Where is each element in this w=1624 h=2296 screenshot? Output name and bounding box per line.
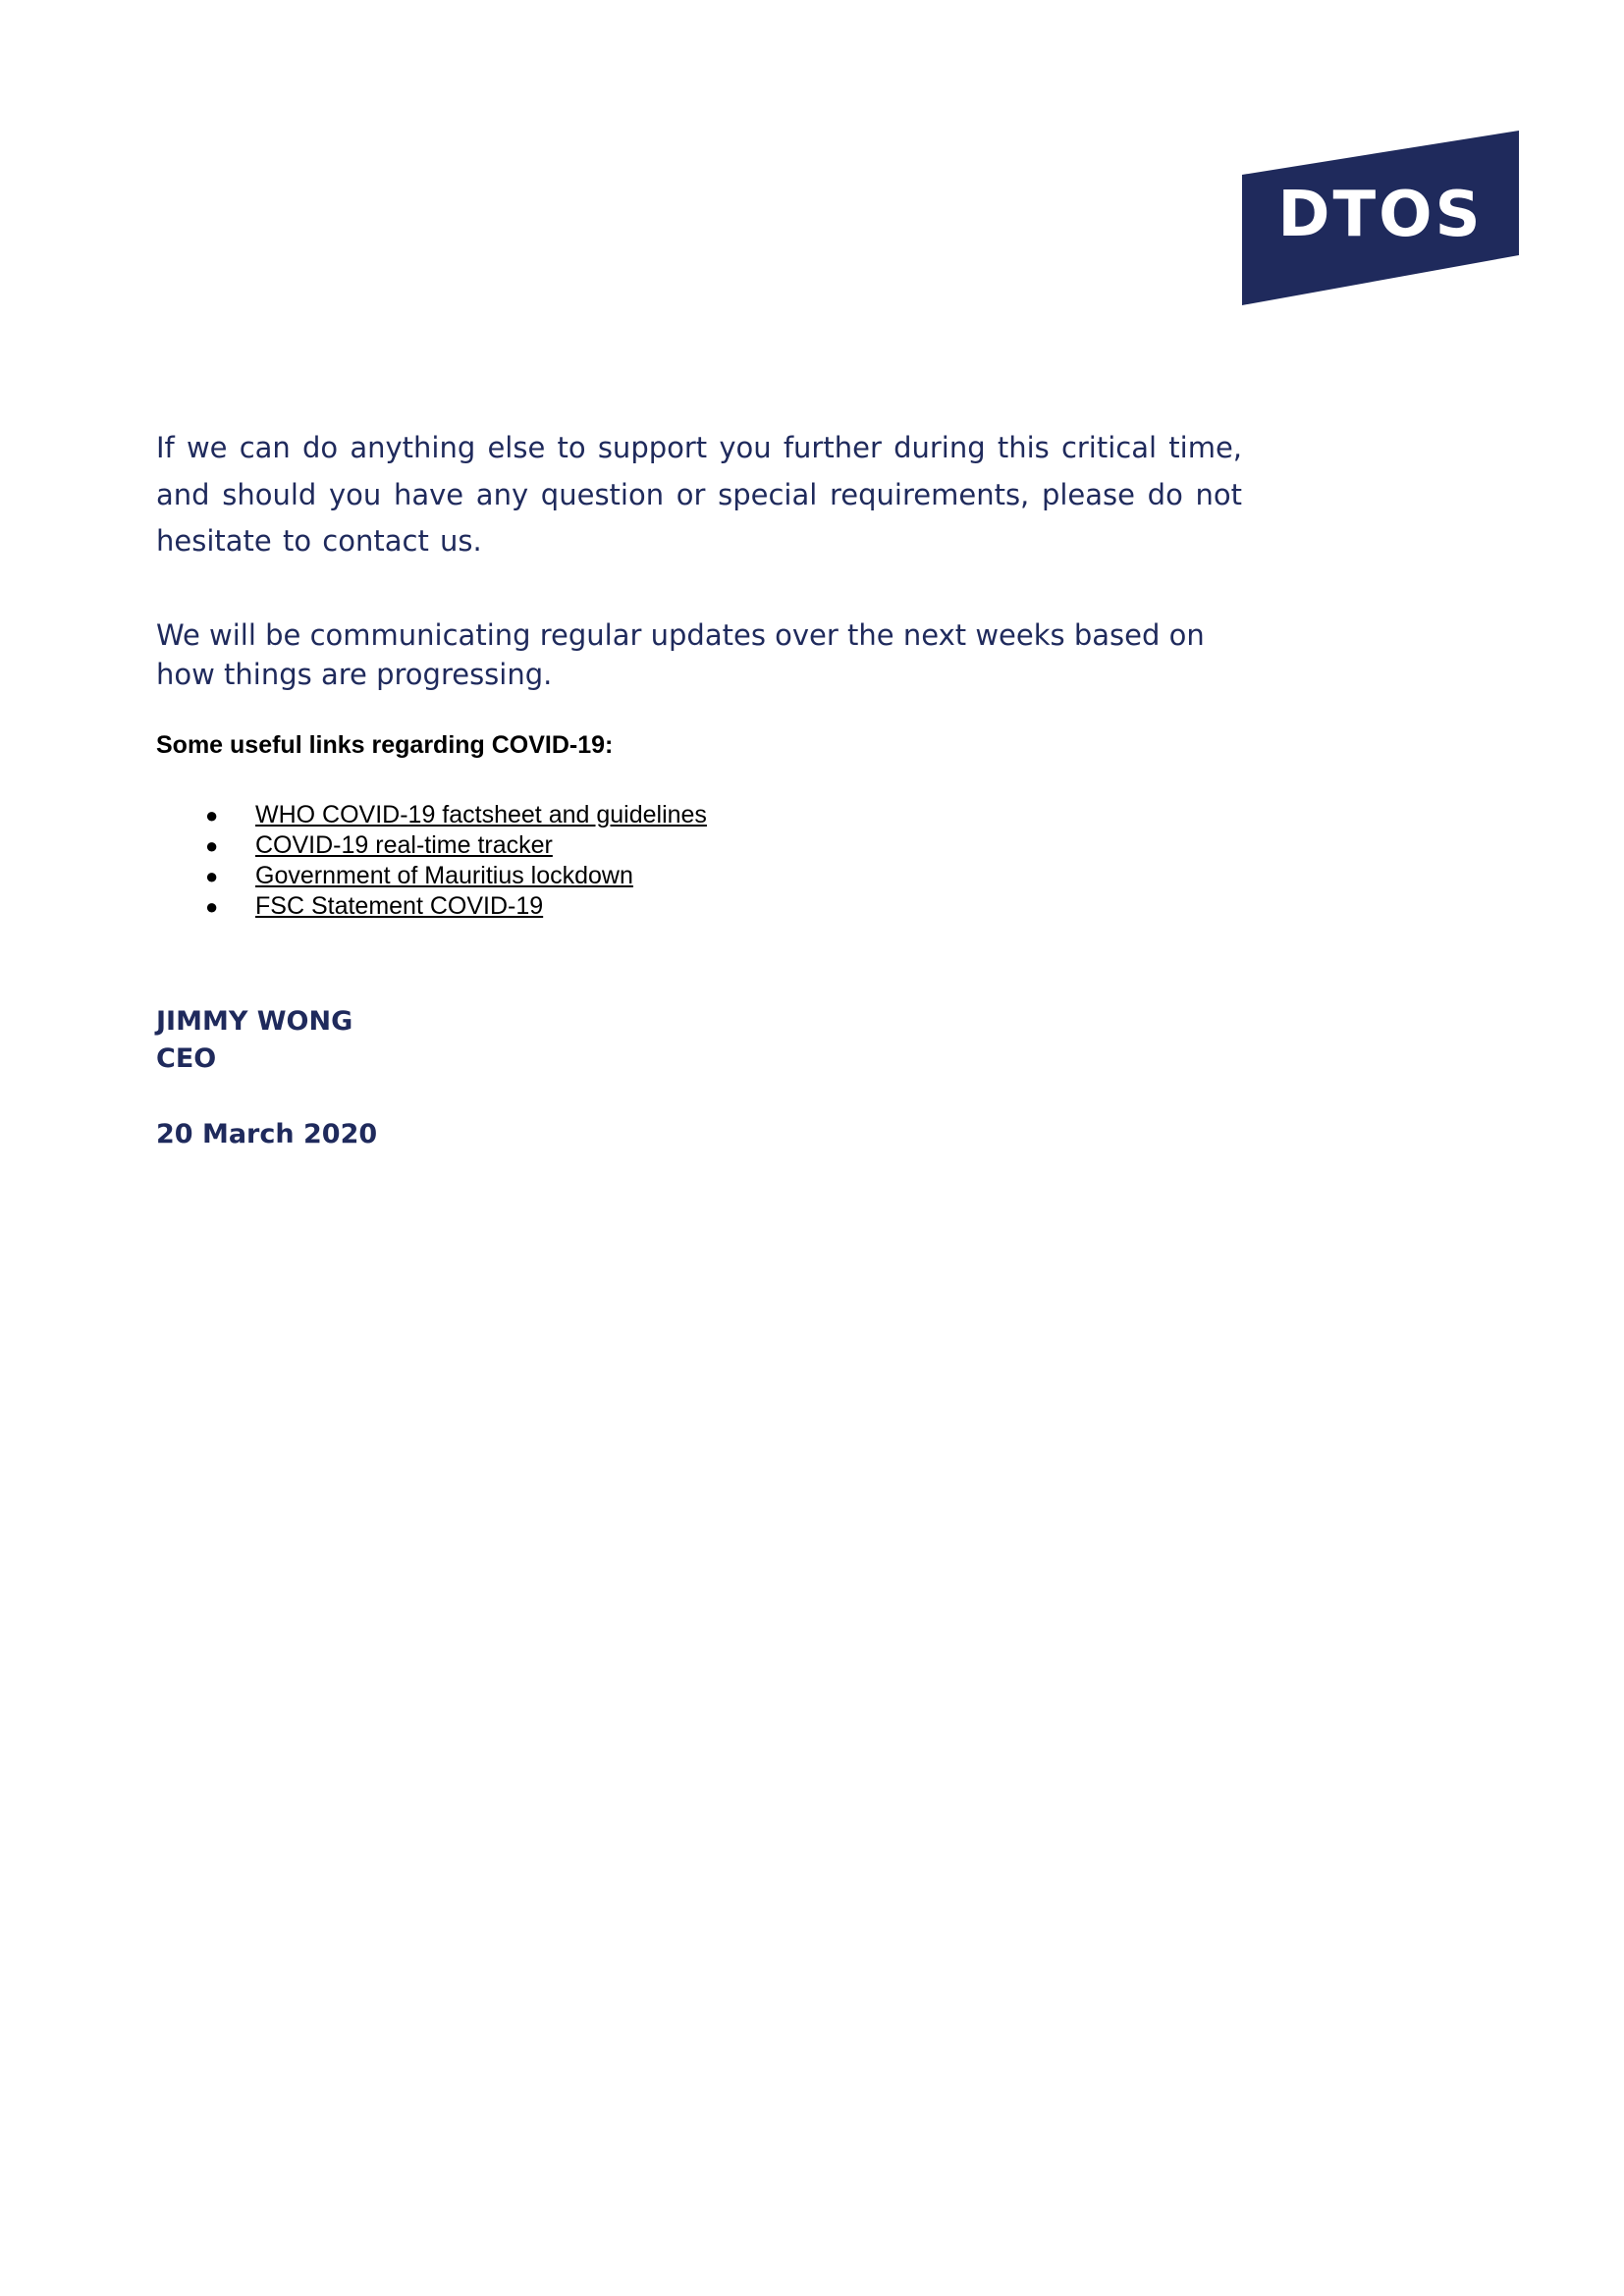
dtos-logo <box>1242 131 1519 305</box>
signatory-name: JIMMY WONG <box>156 1006 353 1037</box>
useful-links-heading: Some useful links regarding COVID-19: <box>156 731 614 759</box>
bullet-icon: ● <box>205 864 219 888</box>
mauritius-lockdown-link[interactable]: Government of Mauritius lockdown <box>255 862 633 889</box>
bullet-icon: ● <box>205 803 219 828</box>
signatory-title: CEO <box>156 1043 217 1074</box>
svg-text:DTOS: DTOS <box>1277 179 1484 251</box>
support-paragraph: If we can do anything else to support you further during this critical time, and should you have any question or special requirements, please do not hesitate to contact us. <box>156 431 1242 558</box>
covid-tracker-link[interactable]: COVID-19 real-time tracker <box>255 831 553 859</box>
bullet-icon: ● <box>205 894 219 919</box>
updates-paragraph: We will be communicating regular updates over the next weeks based on how things are progressing. <box>156 618 1205 691</box>
fsc-statement-link[interactable]: FSC Statement COVID-19 <box>255 892 544 920</box>
bullet-icon: ● <box>205 833 219 858</box>
letter-date: 20 March 2020 <box>156 1119 378 1149</box>
who-factsheet-link[interactable]: WHO COVID-19 factsheet and guidelines <box>255 801 707 828</box>
dtos-logo-graphic <box>1242 131 1519 305</box>
